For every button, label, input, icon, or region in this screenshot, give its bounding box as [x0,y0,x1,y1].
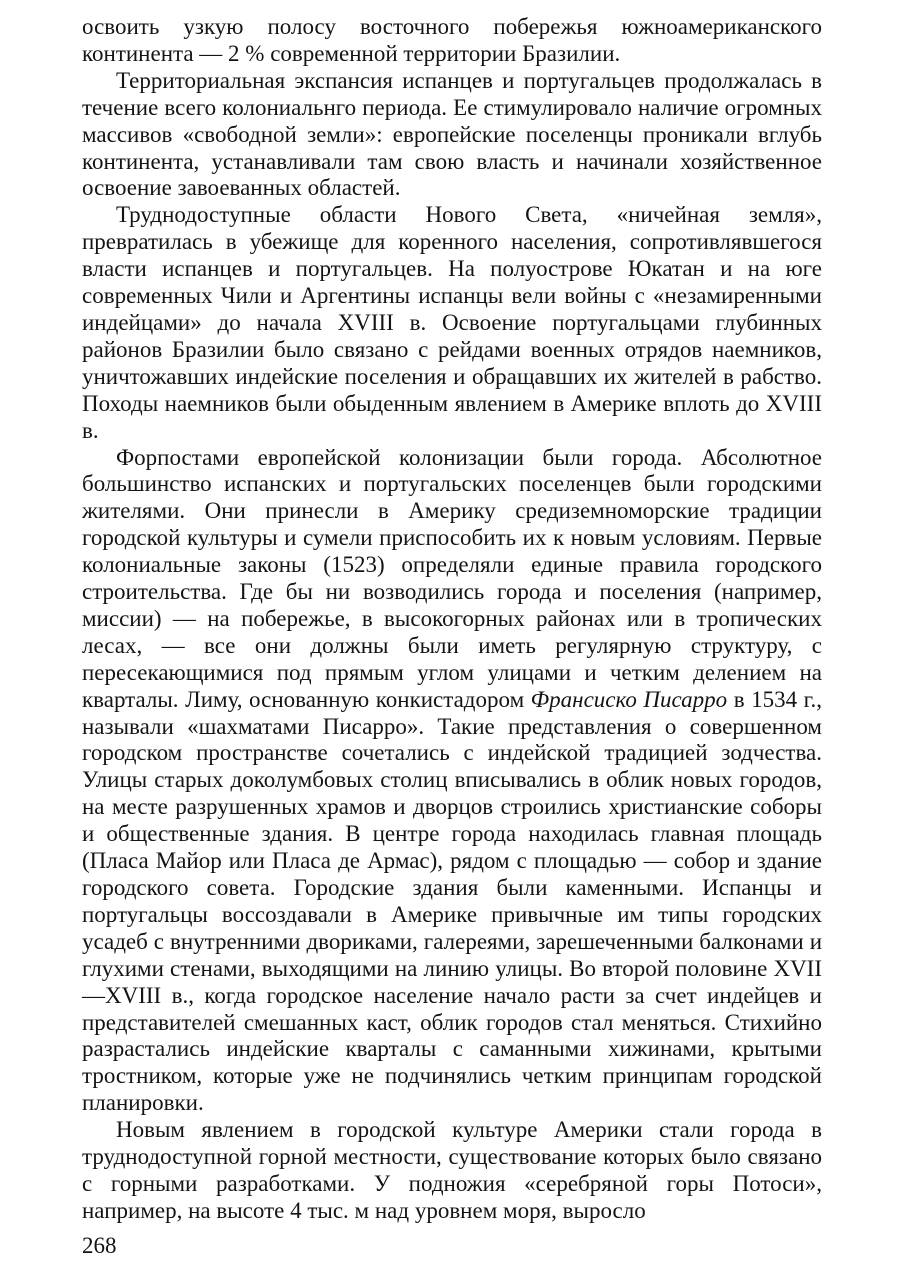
paragraph-territorial-expansion: Территориальная экспансия испанцев и португальцев продолжалась в течение всего колониальнго периода. Ее стимулировало наличие огромных массивов «свободной земли»: европейские поселенцы проникали вглубь континента, устанавливали там свою власть и начинали хозяйственное освоение завоеванных областей. [82,67,822,201]
body-text [82,14,822,1225]
colonial-cities-text-end: в 1534 г., называли «шахматами Писарро». Такие представления о совершенном городском пространстве сочетались с индейской традицией зодчества. Улицы старых доколумбовых столиц вписывались в облик новых городов, на месте разрушенных храмов и дворцов строились христианские соборы и общественные здания. В центре города находилась главная площадь (Пласа Майор или Пласа де Армас), рядом с площадью — собор и здание городского совета. Городские здания были каменными. Испанцы и португальцы воссоздавали в Америке привычные им типы городских усадеб с внутренними двориками, галереями, зарешеченными балконами и глухими стенами, выходящими на линию улицы. Во второй половине XVII—XVIII в., когда городское население начало расти за счет индейцев и представителей смешанных каст, облик городов стал меняться. Стихийно разрастались индейские кварталы с саманными хижинами, крытыми тростником, которые уже не подчинялись четким принципам городской планировки. [82,686,822,1116]
paragraph-continuation: освоить узкую полосу восточного побережья южноамериканского континента — 2 % современной территории Бразилии. [82,14,822,66]
paragraph-colonial-cities [82,445,822,1118]
paragraph-inaccessible-regions: Труднодоступные области Нового Света, «ничейная земля», превратилась в убежище для коренного населения, сопротивлявшегося власти испанцев и португальцев. На полуострове Юкатан и на юге современных Чили и Аргентины испанцы вели войны с «незамиренными индейцами» до начала XVIII в. Освоение португальцами глубинных районов Бразилии было связано с рейдами военных отрядов наемников, уничтожавших индейские поселения и обращавших их жителей в рабство. Походы наемников были обыденным явлением в Америке вплоть до XVIII в. [82,202,822,443]
page-number: 268 [82,1233,117,1258]
pizarro-name: Франсиско Писарро [530,686,728,712]
paragraph-mountain-cities: Новым явлением в городской культуре Америки стали города в труднодоступной горной местности, существование которых было связано с горными разработками. У подножия «серебряной горы Потоси», например, на высоте 4 тыс. м над уровнем моря, выросло [82,1117,822,1223]
colonial-cities-text-start: Форпостами европейской колонизации были города. Абсолютное большинство испанских и португальских поселенцев были городскими жителями. Они принесли в Америку средиземноморские традиции городской культуры и сумели приспособить их к новым условиям. Первые колониальные законы (1523) определяли единые правила городского строительства. Где бы ни возводились города и поселения (например, миссии) — на побережье, в высокогорных районах или в тропических лесах, — все они должны были иметь регулярную структуру, с пересекающимися под прямым углом улицами и четким делением на кварталы. Лиму, основанную конкистадором [82,444,822,712]
